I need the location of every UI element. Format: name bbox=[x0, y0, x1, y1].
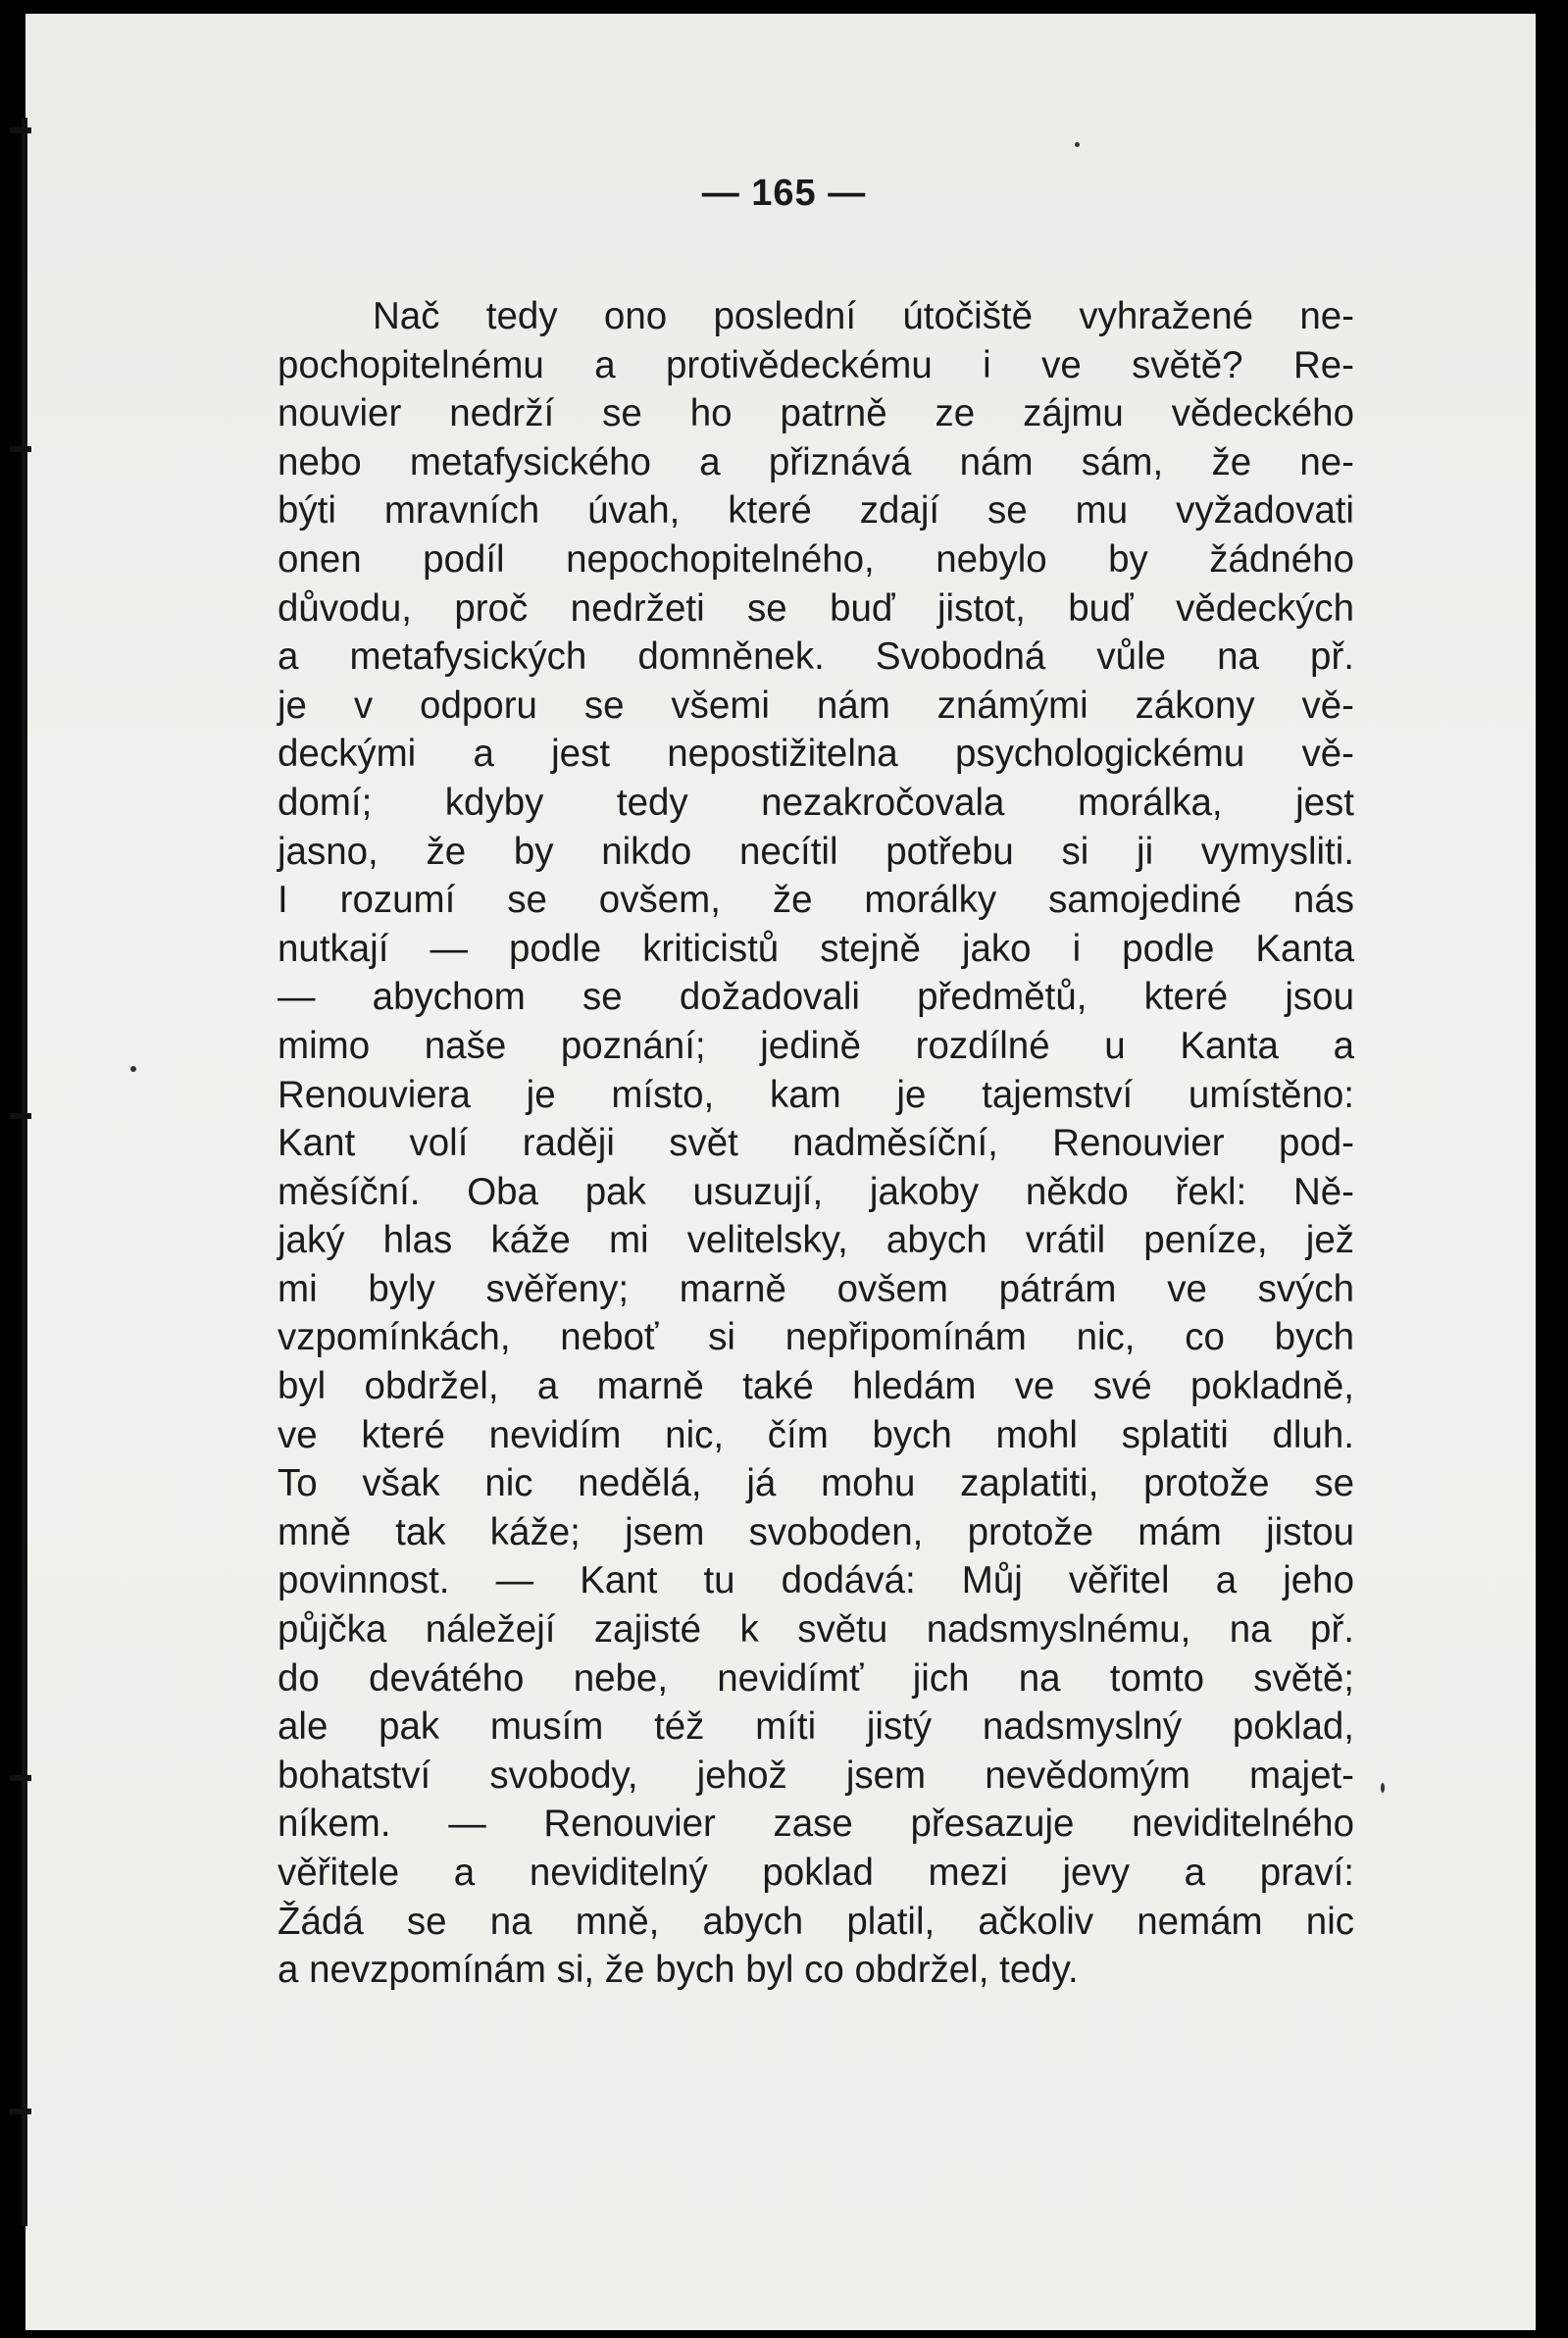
text-line: mně tak káže; jsem svoboden, protože mám jistou bbox=[278, 1510, 1354, 1553]
text-line: byl obdržel, a marně také hledám ve své pokladně, bbox=[278, 1365, 1354, 1408]
text-line: jaký hlas káže mi velitelsky, abych vrátil peníze, jež bbox=[278, 1219, 1354, 1262]
text-line: níkem. — Renouvier zase přesazuje neviditelného bbox=[278, 1803, 1354, 1846]
text-line: Renouviera je místo, kam je tajemství umístěno: bbox=[278, 1073, 1354, 1116]
binding-edge bbox=[22, 118, 27, 2226]
binding-mark bbox=[10, 1113, 31, 1119]
text-line: nebo metafysického a přiznává nám sám, že ne- bbox=[278, 440, 1354, 483]
binding-mark bbox=[10, 446, 31, 452]
text-line: Kant volí raději svět nadměsíční, Renouvier pod- bbox=[278, 1122, 1354, 1165]
text-line: a nevzpomínám si, že bych byl co obdržel, tedy. bbox=[278, 1949, 1079, 1992]
text-line: mimo naše poznání; jedině rozdílné u Kanta a bbox=[278, 1024, 1354, 1067]
text-line: domí; kdyby tedy nezakročovala morálka, jest bbox=[278, 781, 1354, 824]
text-line: do devátého nebe, nevidímť jich na tomto světě; bbox=[278, 1656, 1354, 1700]
text-line: vzpomínkách, neboť si nepřipomínám nic, co bych bbox=[278, 1316, 1354, 1359]
text-line: měsíční. Oba pak usuzují, jakoby někdo řekl: Ně- bbox=[278, 1170, 1354, 1213]
text-line: půjčka náležejí zajisté k světu nadsmyslnému, na př. bbox=[278, 1608, 1354, 1652]
text-line: ve které nevidím nic, čím bych mohl splatiti dluh. bbox=[278, 1413, 1354, 1456]
text-line: nouvier nedrží se ho patrně ze zájmu vědeckého bbox=[278, 392, 1354, 435]
body-text bbox=[278, 292, 1354, 1995]
text-line: mi byly svěřeny; marně ovšem pátrám ve svých bbox=[278, 1267, 1354, 1310]
text-line: ale pak musím též míti jistý nadsmyslný poklad, bbox=[278, 1705, 1354, 1749]
text-line: povinnost. — Kant tu dodává: Můj věřitel a jeho bbox=[278, 1559, 1354, 1602]
text-line: Žádá se na mně, abych platil, ačkoliv nemám nic bbox=[278, 1900, 1354, 1943]
paper-speck bbox=[1381, 1783, 1385, 1793]
text-line: Nač tedy ono poslední útočiště vyhražené ne- bbox=[373, 295, 1354, 337]
text-line: pochopitelnému a protivědeckému i ve světě? Re- bbox=[278, 343, 1354, 386]
text-line: bohatství svobody, jehož jsem nevědomým majet- bbox=[278, 1754, 1354, 1797]
text-line: věřitele a neviditelný poklad mezi jevy a praví: bbox=[278, 1852, 1354, 1894]
text-line: I rozumí se ovšem, že morálky samojediné nás bbox=[278, 879, 1354, 922]
text-line: To však nic nedělá, já mohu zaplatiti, protože se bbox=[278, 1462, 1354, 1505]
paper-speck bbox=[1075, 142, 1080, 147]
page-number: — 165 — bbox=[701, 173, 867, 214]
binding-mark bbox=[10, 127, 31, 133]
binding-mark bbox=[10, 1775, 31, 1781]
text-line: je v odporu se všemi nám známými zákony vě- bbox=[278, 684, 1354, 727]
binding-mark bbox=[10, 2109, 31, 2114]
text-line: nutkají — podle kriticistů stejně jako i podle Kanta bbox=[278, 927, 1354, 970]
text-line: a metafysických domněnek. Svobodná vůle na př. bbox=[278, 635, 1354, 679]
text-line: důvodu, proč nedržeti se buď jistot, buď vědeckých bbox=[278, 586, 1354, 630]
text-line: onen podíl nepochopitelného, nebylo by žádného bbox=[278, 537, 1354, 581]
text-line: — abychom se dožadovali předmětů, které jsou bbox=[278, 976, 1354, 1019]
text-line: býti mravních úvah, které zdají se mu vyžadovati bbox=[278, 489, 1354, 533]
text-line: deckými a jest nepostižitelna psychologickému vě- bbox=[278, 733, 1354, 776]
text-line: jasno, že by nikdo necítil potřebu si ji vymysliti. bbox=[278, 830, 1354, 873]
paper-speck bbox=[130, 1066, 136, 1072]
